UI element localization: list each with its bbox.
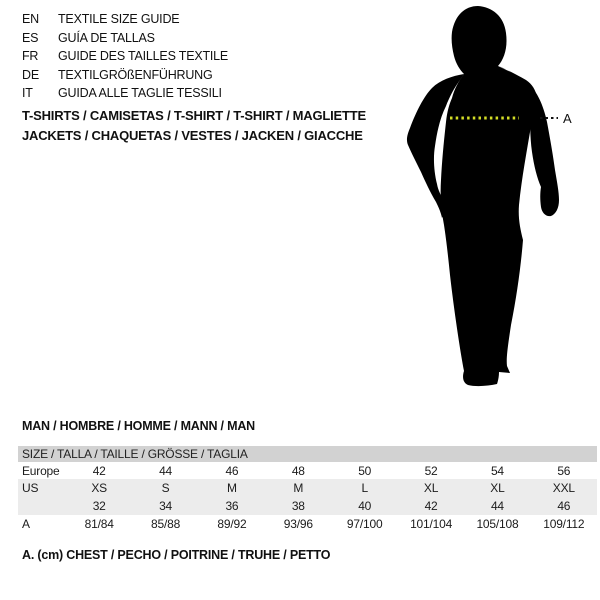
size-cell: 44 xyxy=(159,463,173,478)
category-lines xyxy=(22,106,366,146)
size-cell: M xyxy=(227,481,237,495)
table-row-us xyxy=(18,479,597,497)
size-cell: 93/96 xyxy=(283,517,313,531)
size-cell: M xyxy=(293,481,304,495)
language-list xyxy=(22,10,228,103)
size-cell: 46 xyxy=(557,499,571,513)
size-cell: 36 xyxy=(225,499,239,513)
language-label: GUÍA DE TALLAS xyxy=(58,30,155,45)
size-cell: 56 xyxy=(557,463,571,478)
size-cell: XL xyxy=(423,481,439,495)
language-label: TEXTILE SIZE GUIDE xyxy=(58,12,180,27)
section-title-man: MAN / HOMBRE / HOMME / MANN / MAN xyxy=(22,419,255,433)
language-code: DE xyxy=(22,67,39,82)
language-label: GUIDA ALLE TAGLIE TESSILI xyxy=(58,86,222,101)
size-cell: 44 xyxy=(490,499,504,513)
language-code: EN xyxy=(22,12,39,27)
size-cell: L xyxy=(361,481,368,495)
size-cell: 109/112 xyxy=(543,517,585,531)
size-cell: 42 xyxy=(92,463,106,478)
size-table-header: SIZE / TALLA / TAILLE / GRÖSSE / TAGLIA xyxy=(18,446,597,462)
size-cell: 50 xyxy=(358,463,372,478)
size-cell: 52 xyxy=(424,463,438,478)
footnote-chest-measure: A. (cm) CHEST / PECHO / POITRINE / TRUHE / PETTO xyxy=(22,548,331,562)
size-cell: 85/88 xyxy=(151,517,181,531)
size-cell: 38 xyxy=(291,499,305,513)
table-row-europe xyxy=(18,462,597,479)
language-row xyxy=(22,66,228,85)
table-row-numeric xyxy=(18,497,597,515)
size-cell: 40 xyxy=(358,499,372,513)
size-cell: 105/108 xyxy=(476,517,519,531)
language-code: ES xyxy=(22,30,39,45)
size-cell: 81/84 xyxy=(84,517,114,531)
language-label: GUIDE DES TAILLES TEXTILE xyxy=(58,49,229,64)
man-body-shape xyxy=(441,6,537,386)
size-cell: XL xyxy=(490,481,505,495)
language-row xyxy=(22,47,228,66)
size-cell: 34 xyxy=(159,499,173,513)
measure-label-a: A xyxy=(563,111,572,126)
language-code: FR xyxy=(22,49,39,64)
language-row xyxy=(22,29,228,48)
size-cell: 42 xyxy=(424,499,438,513)
row-label: Europe xyxy=(22,463,60,478)
man-silhouette xyxy=(380,0,580,400)
size-cell: S xyxy=(161,481,170,495)
table-row-chest-a xyxy=(18,515,597,533)
size-cell: 48 xyxy=(291,463,305,478)
category-line-jackets: JACKETS / CHAQUETAS / VESTES / JACKEN / GIACCHE xyxy=(22,128,363,143)
size-cell: XS xyxy=(91,481,107,495)
language-code: IT xyxy=(22,86,33,101)
row-label: US xyxy=(22,481,39,495)
size-cell: XXL xyxy=(552,481,575,495)
language-row xyxy=(22,84,228,103)
size-cell: 32 xyxy=(92,499,106,513)
size-cell: 101/104 xyxy=(410,517,453,531)
language-label: TEXTILGRÖßENFÜHRUNG xyxy=(58,67,213,82)
size-cell: 97/100 xyxy=(346,517,383,531)
language-row xyxy=(22,10,228,29)
size-cell: 89/92 xyxy=(217,517,247,531)
size-table xyxy=(18,446,597,533)
size-cell: 46 xyxy=(225,463,239,478)
category-line-tshirts: T-SHIRTS / CAMISETAS / T-SHIRT / T-SHIRT / MAGLIETTE xyxy=(22,108,366,123)
size-cell: 54 xyxy=(490,463,504,478)
row-label: A xyxy=(22,517,30,531)
